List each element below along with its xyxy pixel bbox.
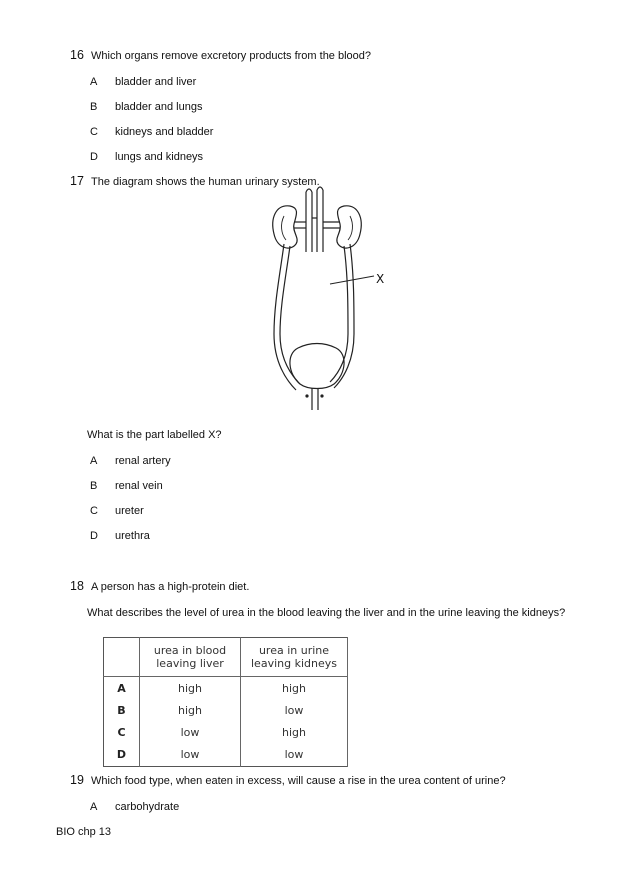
question-16-text: Which organs remove excretory products from the blood? [91,50,372,62]
urea-level-table [103,637,348,767]
header-urine-text: urea in urine leaving kidneys [251,644,337,671]
q17-option-d-text: urethra [115,530,150,542]
urine-urea-cell: high [241,677,348,700]
q17-option-c-letter: C [90,505,98,517]
row-letter: D [104,744,140,767]
row-letter: A [104,677,140,700]
q17-option-c-text: ureter [115,505,144,517]
q16-option-b-letter: B [90,101,98,113]
q17-option-a-letter: A [90,455,98,467]
q19-option-a-letter: A [90,801,98,813]
question-17-text: The diagram shows the human urinary system. [91,176,320,188]
question-19-text: Which food type, when eaten in excess, will cause a rise in the urea content of urine? [91,775,506,787]
q17-option-b-letter: B [90,480,98,492]
table-row [104,722,348,744]
question-18-text: A person has a high-protein diet. [91,581,250,593]
blood-urea-cell: high [140,699,241,721]
question-18-number: 18 [70,579,84,593]
q17-option-d-letter: D [90,530,98,542]
table-row [104,677,348,700]
question-17-number: 17 [70,174,84,188]
blood-urea-cell: low [140,744,241,767]
q17-option-a-text: renal artery [115,455,171,467]
row-letter: B [104,699,140,721]
q16-option-a-letter: A [90,76,98,88]
table-row [104,699,348,721]
table-header-blood [140,638,241,677]
q16-option-d-letter: D [90,151,98,163]
blood-urea-cell: low [140,722,241,744]
q19-option-a-text: carbohydrate [115,801,180,813]
row-letter: C [104,722,140,744]
question-16-number: 16 [70,48,84,62]
q16-option-c-letter: C [90,126,98,138]
blood-urea-cell: high [140,677,241,700]
page-footer: BIO chp 13 [56,826,112,838]
urinary-system-diagram [262,184,402,414]
q16-option-a-text: bladder and liver [115,76,197,88]
q16-option-d-text: lungs and kidneys [115,151,204,163]
urine-urea-cell: high [241,722,348,744]
diagram-label-x: X [376,272,385,286]
question-17-prompt: What is the part labelled X? [87,429,222,441]
table-header-urine [241,638,348,677]
table-header-row [104,638,348,677]
urine-urea-cell: low [241,699,348,721]
header-blood-text: urea in blood leaving liver [153,644,227,671]
question-19-number: 19 [70,773,84,787]
q17-option-b-text: renal vein [115,480,163,492]
question-18-prompt: What describes the level of urea in the blood leaving the liver and in the urine leaving the kidneys? [87,607,566,619]
table-header-empty [104,638,140,677]
table-row [104,744,348,767]
q16-option-b-text: bladder and lungs [115,101,203,113]
urine-urea-cell: low [241,744,348,767]
q16-option-c-text: kidneys and bladder [115,126,214,138]
